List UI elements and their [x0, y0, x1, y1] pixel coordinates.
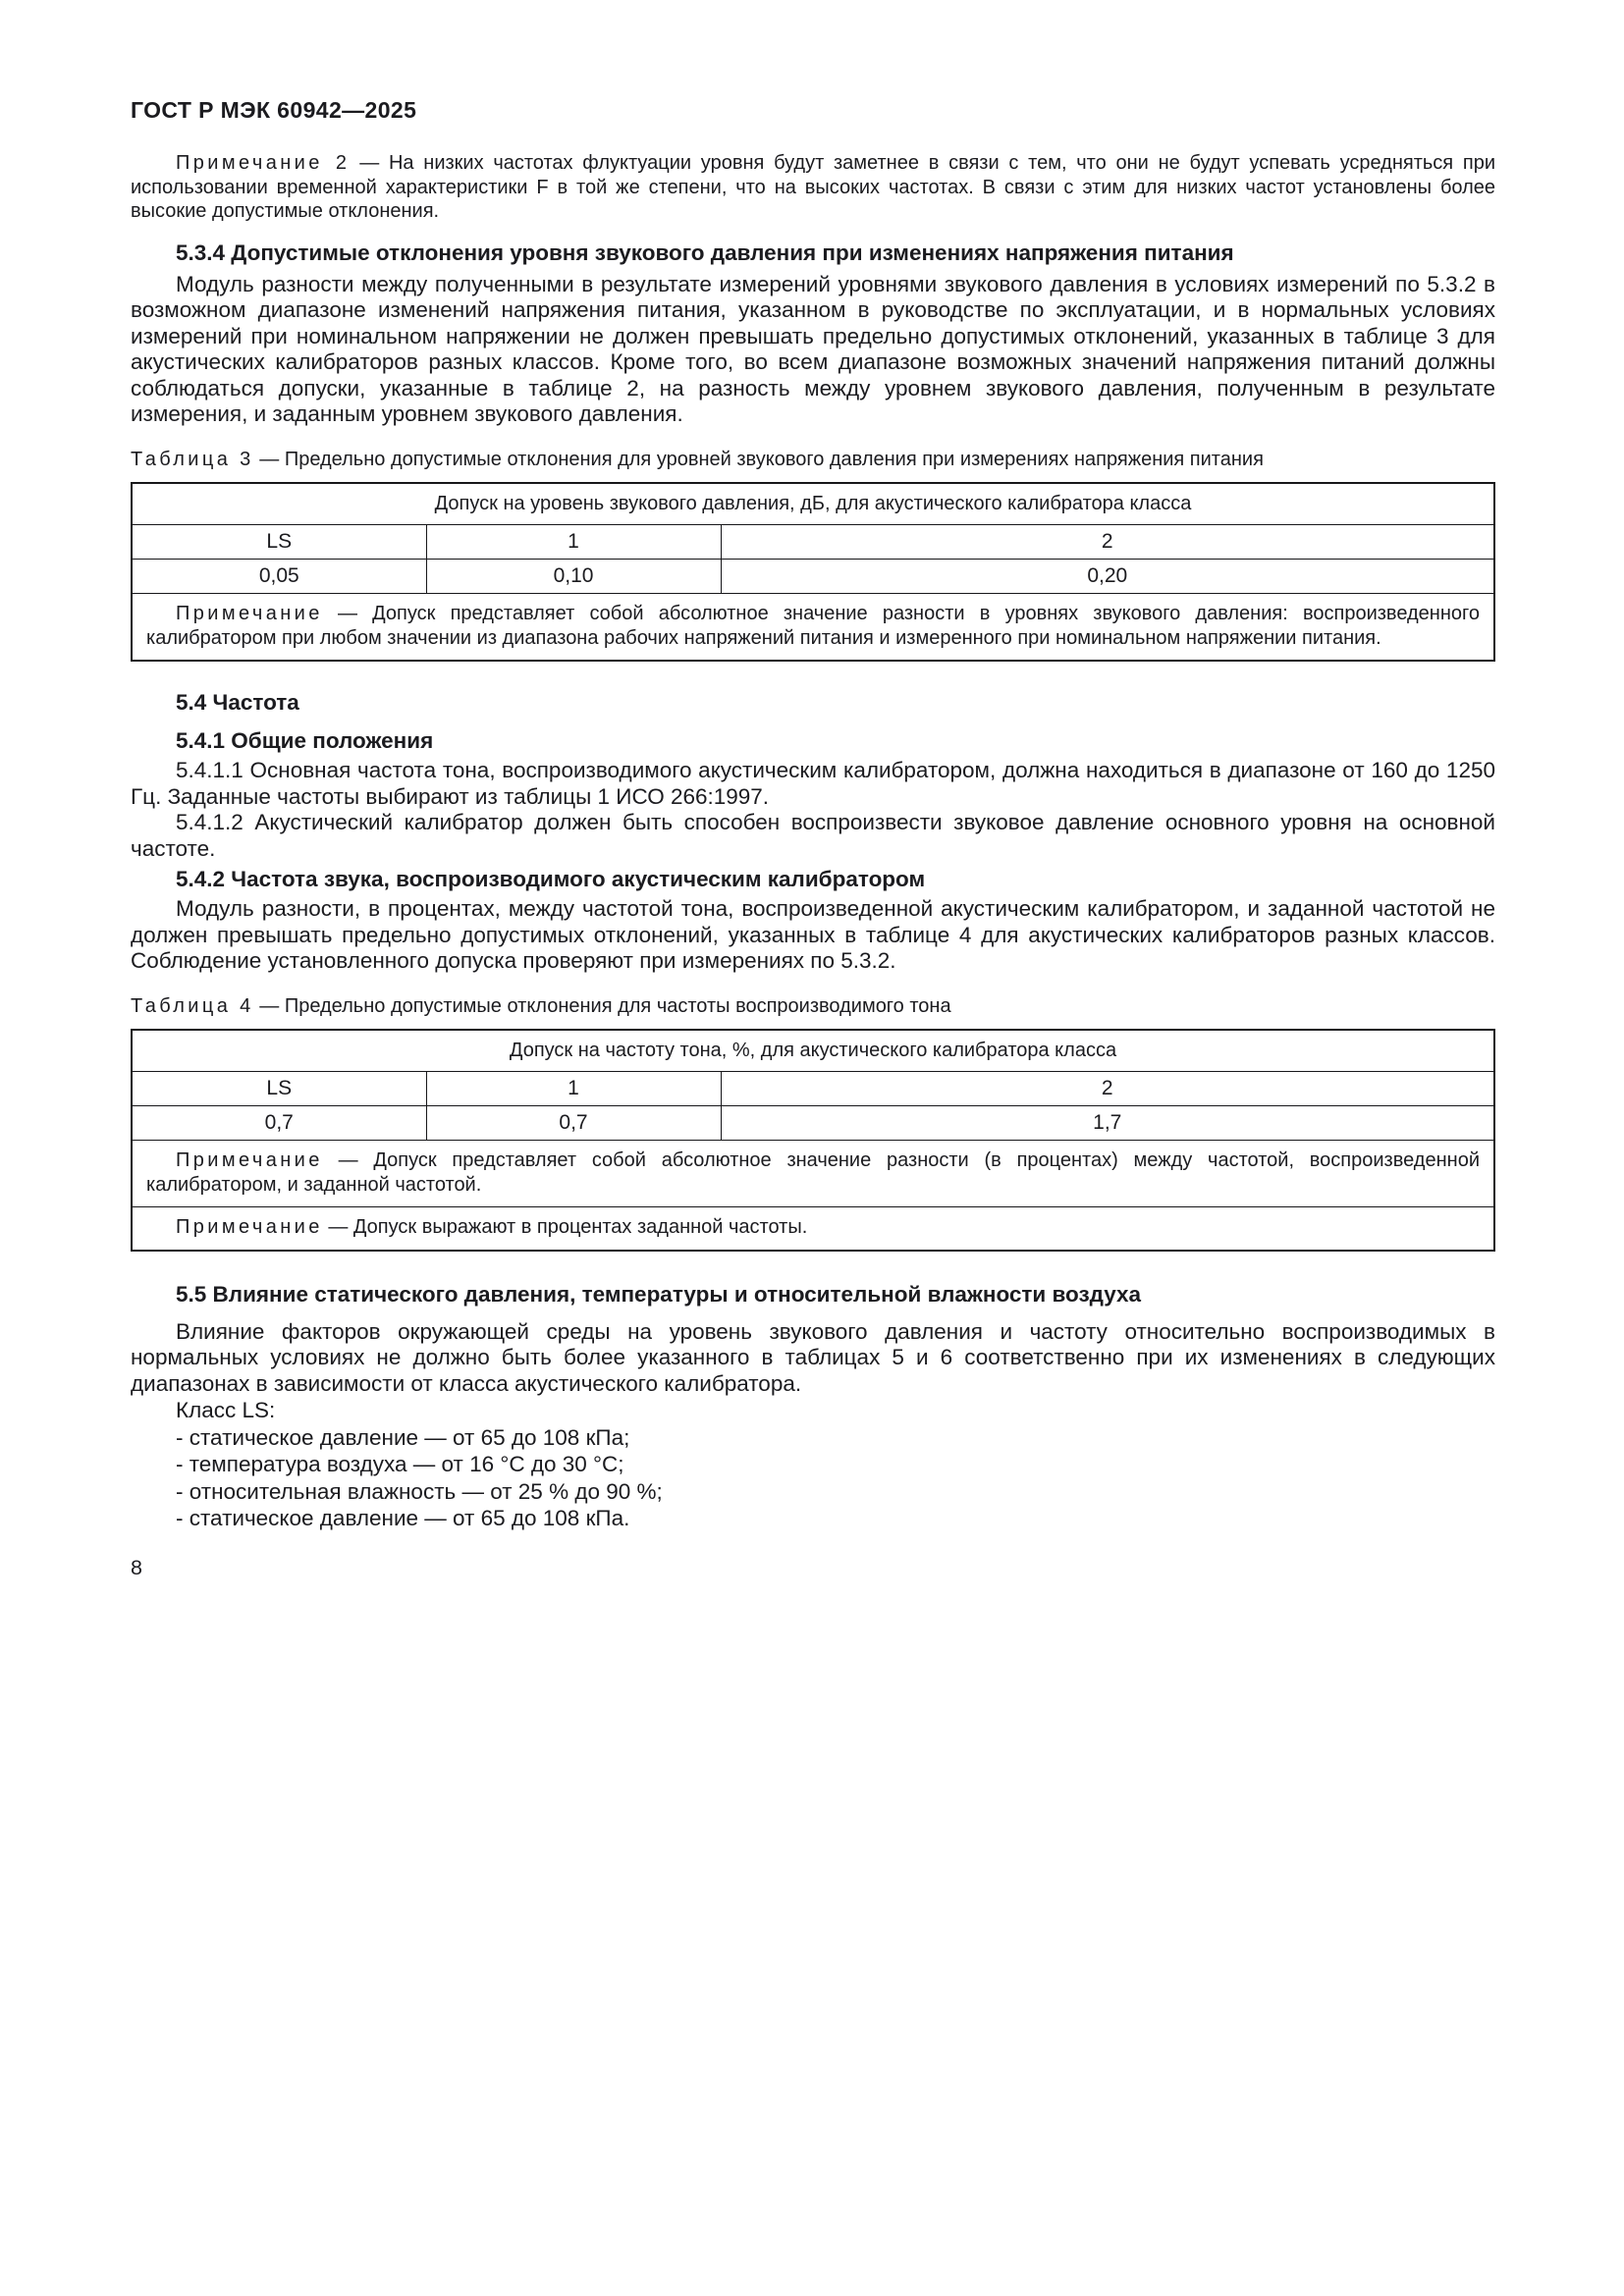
table-3-note-label: Примечание	[176, 603, 323, 624]
table-3-header-cell: Допуск на уровень звукового давления, дБ, для акустического калибратора класса	[132, 483, 1494, 525]
table-row	[132, 525, 1494, 560]
table-4-caption-label: Таблица 4	[131, 994, 254, 1017]
table-3-caption	[131, 448, 1495, 472]
table-4-note-1-cell	[132, 1141, 1494, 1207]
table-3-note-cell	[132, 594, 1494, 662]
table-row	[132, 1141, 1494, 1207]
table-4-note-2	[146, 1215, 1480, 1240]
table-3	[131, 482, 1495, 662]
table-4-caption	[131, 994, 1495, 1019]
table-3-caption-label: Таблица 3	[131, 448, 254, 470]
table-3-class-2: 2	[721, 525, 1494, 560]
table-4-note-2-label: Примечание	[176, 1216, 323, 1238]
table-row	[132, 1207, 1494, 1251]
section-5-4-heading: 5.4 Частота	[176, 690, 299, 715]
table-3-value-2: 0,20	[721, 560, 1494, 594]
table-3-value-ls: 0,05	[132, 560, 426, 594]
table-3-class-1: 1	[426, 525, 721, 560]
running-header: ГОСТ Р МЭК 60942—2025	[131, 97, 417, 123]
section-5-5-heading: 5.5 Влияние статического давления, температуры и относительной влажности воздуха	[176, 1281, 1142, 1307]
section-5-4-2-heading: 5.4.2 Частота звука, воспроизводимого акустическим калибратором	[176, 867, 926, 891]
section-5-4-2-body: Модуль разности, в процентах, между частотой тона, воспроизведенной акустическим калибратором, и заданной частотой не должен превышать предельно допустимых отклонений, указанных в таблице 4 для акустических калибраторов разных классов. Соблюдение установленного допуска проверяют при измерениях по 5.3.2.	[131, 896, 1495, 973]
table-4-note-1-text: — Допуск представляет собой абсолютное значение разности (в процентах) между частотой, воспроизведенной калибратором, и заданной частотой.	[146, 1149, 1480, 1196]
list-item-static-pressure-2: - статическое давление — от 65 до 108 кПа.	[176, 1506, 630, 1530]
table-4-note-2-cell	[132, 1207, 1494, 1251]
section-5-4-1-2-body: 5.4.1.2 Акустический калибратор должен быть способен воспроизвести звуковое давление основного уровня на основной частоте.	[131, 810, 1495, 861]
table-3-value-1: 0,10	[426, 560, 721, 594]
section-5-5-body: Влияние факторов окружающей среды на уровень звукового давления и частоту относительно воспроизводимых в нормальных условиях не должно быть более указанного в таблицах 5 и 6 соответственно при их изменениях в следующих диапазонах в зависимости от класса акустического калибратора.	[131, 1318, 1495, 1396]
table-4-caption-text: — Предельно допустимые отклонения для частоты воспроизводимого тона	[259, 994, 951, 1017]
table-4-value-2: 1,7	[721, 1106, 1494, 1141]
list-item-static-pressure-1: - статическое давление — от 65 до 108 кПа;	[176, 1424, 630, 1450]
table-3-class-ls: LS	[132, 525, 426, 560]
list-item-air-temperature: - температура воздуха — от 16 °С до 30 °С;	[176, 1452, 624, 1476]
table-row	[132, 594, 1494, 662]
page-number: 8	[131, 1555, 142, 1579]
table-3-note	[146, 602, 1480, 650]
table-row	[132, 483, 1494, 525]
list-item-relative-humidity: - относительная влажность — от 25 % до 90 %;	[176, 1478, 663, 1504]
table-3-note-text: — Допуск представляет собой абсолютное значение разности в уровнях звукового давления: воспроизведенного калибратором при любом значении из диапазона рабочих напряжений питания и измеренного при номинальном напряжении питания.	[146, 603, 1480, 649]
table-4-class-1: 1	[426, 1072, 721, 1106]
note-2-label: Примечание 2	[176, 152, 351, 174]
table-row	[132, 1106, 1494, 1141]
table-3-caption-text: — Предельно допустимые отклонения для уровней звукового давления при измерениях напряжения питания	[259, 448, 1264, 470]
table-4-note-1	[146, 1148, 1480, 1197]
table-row	[132, 1030, 1494, 1072]
table-4-class-2: 2	[721, 1072, 1494, 1106]
note-2-text: — На низких частотах флуктуации уровня будут заметнее в связи с тем, что они не будут успевать усредняться при использовании временной характеристики F в той же степени, что на высоких частотах. В связи с этим для низких частот установлены более высокие допустимые отклонения.	[131, 152, 1495, 222]
table-4-class-ls: LS	[132, 1072, 426, 1106]
table-4-value-1: 0,7	[426, 1106, 721, 1141]
note-2	[131, 151, 1495, 224]
section-5-3-4-heading: 5.3.4 Допустимые отклонения уровня звукового давления при изменениях напряжения питания	[176, 240, 1234, 265]
table-4-note-2-text: — Допуск выражают в процентах заданной частоты.	[328, 1216, 808, 1238]
table-row	[132, 560, 1494, 594]
table-4	[131, 1029, 1495, 1252]
section-5-4-1-heading: 5.4.1 Общие положения	[176, 728, 434, 753]
table-4-value-ls: 0,7	[132, 1106, 426, 1141]
section-5-4-1-1-body: 5.4.1.1 Основная частота тона, воспроизводимого акустическим калибратором, должна находиться в диапазоне от 160 до 1250 Гц. Заданные частоты выбирают из таблицы 1 ИСО 266:1997.	[131, 758, 1495, 809]
table-4-header-cell: Допуск на частоту тона, %, для акустического калибратора класса	[132, 1030, 1494, 1072]
class-ls-label: Класс LS:	[176, 1398, 276, 1422]
table-4-note-1-label: Примечание	[176, 1149, 323, 1171]
section-5-3-4-body: Модуль разности между полученными в результате измерений уровнями звукового давления в условиях измерений по 5.3.2 в возможном диапазоне изменений напряжения питания, указанном в руководстве по эксплуатации, и в нормальных условиях измерений при номинальном напряжении не должен превышать предельно допустимых отклонений, указанных в таблице 3 для акустических калибраторов разных классов. Кроме того, во всем диапазоне возможных значений напряжения питаний должны соблюдаться допуски, указанные в таблице 2, на разность между уровнем звукового давления, полученным в результате измерения, и заданным уровнем звукового давления.	[131, 271, 1495, 426]
table-row	[132, 1072, 1494, 1106]
